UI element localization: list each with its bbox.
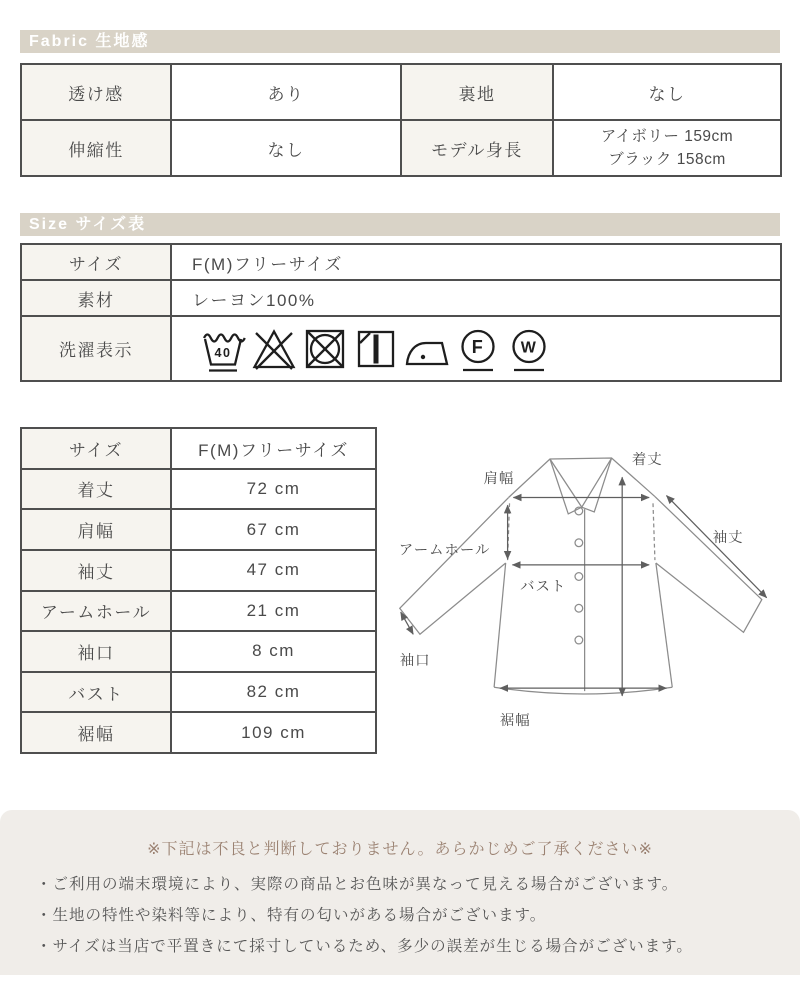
wet-clean-w-gentle-icon (506, 326, 552, 372)
notes-list (0, 869, 800, 962)
diagram-label-armhole: アームホール (398, 542, 491, 559)
svg-text:W: W (520, 339, 538, 356)
garment-diagram (393, 429, 783, 754)
diagram-label-sleeve: 袖丈 (712, 529, 744, 546)
svg-text:F: F (471, 336, 485, 357)
measure-label: 裾幅 (21, 712, 171, 753)
table-row (21, 428, 376, 469)
table-row (21, 631, 376, 672)
dry-clean-f-gentle-icon (455, 326, 501, 372)
notes-box (0, 810, 800, 975)
table-row (21, 672, 376, 713)
size-info-value: F(M)フリーサイズ (171, 244, 781, 280)
table-row (21, 120, 781, 176)
measure-value: 72 cm (171, 469, 376, 510)
note-item: ・サイズは当店で平置きにて採寸しているため、多少の誤差が生じる場合がございます。 (36, 938, 693, 955)
measure-value: 67 cm (171, 509, 376, 550)
measurement-arrows (398, 477, 767, 696)
size-section-header: Size サイズ表 (20, 213, 780, 236)
measure-label: 袖丈 (21, 550, 171, 591)
measurements-section (20, 427, 780, 754)
size-info-label: 素材 (21, 280, 171, 316)
measure-value: 8 cm (171, 631, 376, 672)
measure-value: 21 cm (171, 591, 376, 632)
measure-label: 着丈 (21, 469, 171, 510)
note-item: ・ご利用の端末環境により、実際の商品とお色味が異なって見える場合がございます。 (36, 876, 679, 893)
fabric-row-value: なし (553, 64, 781, 120)
table-row (21, 244, 781, 280)
fabric-row-label: 透け感 (21, 64, 171, 120)
diagram-labels (399, 451, 744, 729)
measure-label: バスト (21, 672, 171, 713)
fabric-row-value: なし (171, 120, 401, 176)
iron-low-dot-icon (404, 326, 450, 372)
table-row (21, 280, 781, 316)
svg-text:40: 40 (214, 345, 232, 360)
diagram-label-hem: 裾幅 (499, 712, 531, 729)
fabric-table (20, 63, 782, 177)
size-info-value: レーヨン100% (171, 280, 781, 316)
fabric-row-value: あり (171, 64, 401, 120)
table-row (21, 469, 376, 510)
shirt-measurement-illustration (393, 429, 783, 749)
care-symbols-cell (171, 316, 781, 381)
table-row (21, 550, 376, 591)
diagram-label-cuff: 袖口 (399, 653, 431, 670)
table-row (21, 712, 376, 753)
fabric-row-label: 裏地 (401, 64, 553, 120)
table-row (21, 591, 376, 632)
measure-label: 肩幅 (21, 509, 171, 550)
table-row (21, 316, 781, 381)
note-item: ・生地の特性や染料等により、特有の匂いがある場合がございます。 (36, 907, 547, 924)
no-tumble-dry-icon (302, 326, 348, 372)
no-bleach-icon (251, 326, 297, 372)
diagram-label-length: 着丈 (631, 451, 663, 468)
measure-value: 109 cm (171, 712, 376, 753)
measure-value: 82 cm (171, 672, 376, 713)
model-height-line-ivory: アイボリー 159cm (600, 128, 734, 145)
notes-heading: ※下記は不良と判断しておりません。あらかじめご了承ください※ (147, 841, 653, 858)
size-info-label: サイズ (21, 244, 171, 280)
shirt-outline (400, 458, 762, 694)
size-info-table (20, 243, 782, 382)
care-row-label: 洗濯表示 (21, 316, 171, 381)
fabric-section-header: Fabric 生地感 (20, 30, 780, 53)
measurements-table (20, 427, 377, 754)
wash-40-gentle-icon (200, 326, 246, 372)
diagram-label-shoulder: 肩幅 (483, 471, 515, 488)
measure-value: 47 cm (171, 550, 376, 591)
model-height-value (553, 120, 781, 176)
measure-label: サイズ (21, 428, 171, 469)
line-dry-shade-icon (353, 326, 399, 372)
fabric-row-label: 伸縮性 (21, 120, 171, 176)
care-icons (192, 326, 780, 372)
measure-label: アームホール (21, 591, 171, 632)
measure-value: F(M)フリーサイズ (171, 428, 376, 469)
model-height-line-black: ブラック 158cm (608, 151, 726, 168)
diagram-label-bust: バスト (520, 578, 567, 595)
table-row (21, 509, 376, 550)
table-row (21, 64, 781, 120)
fabric-row-label: モデル身長 (401, 120, 553, 176)
measure-label: 袖口 (21, 631, 171, 672)
